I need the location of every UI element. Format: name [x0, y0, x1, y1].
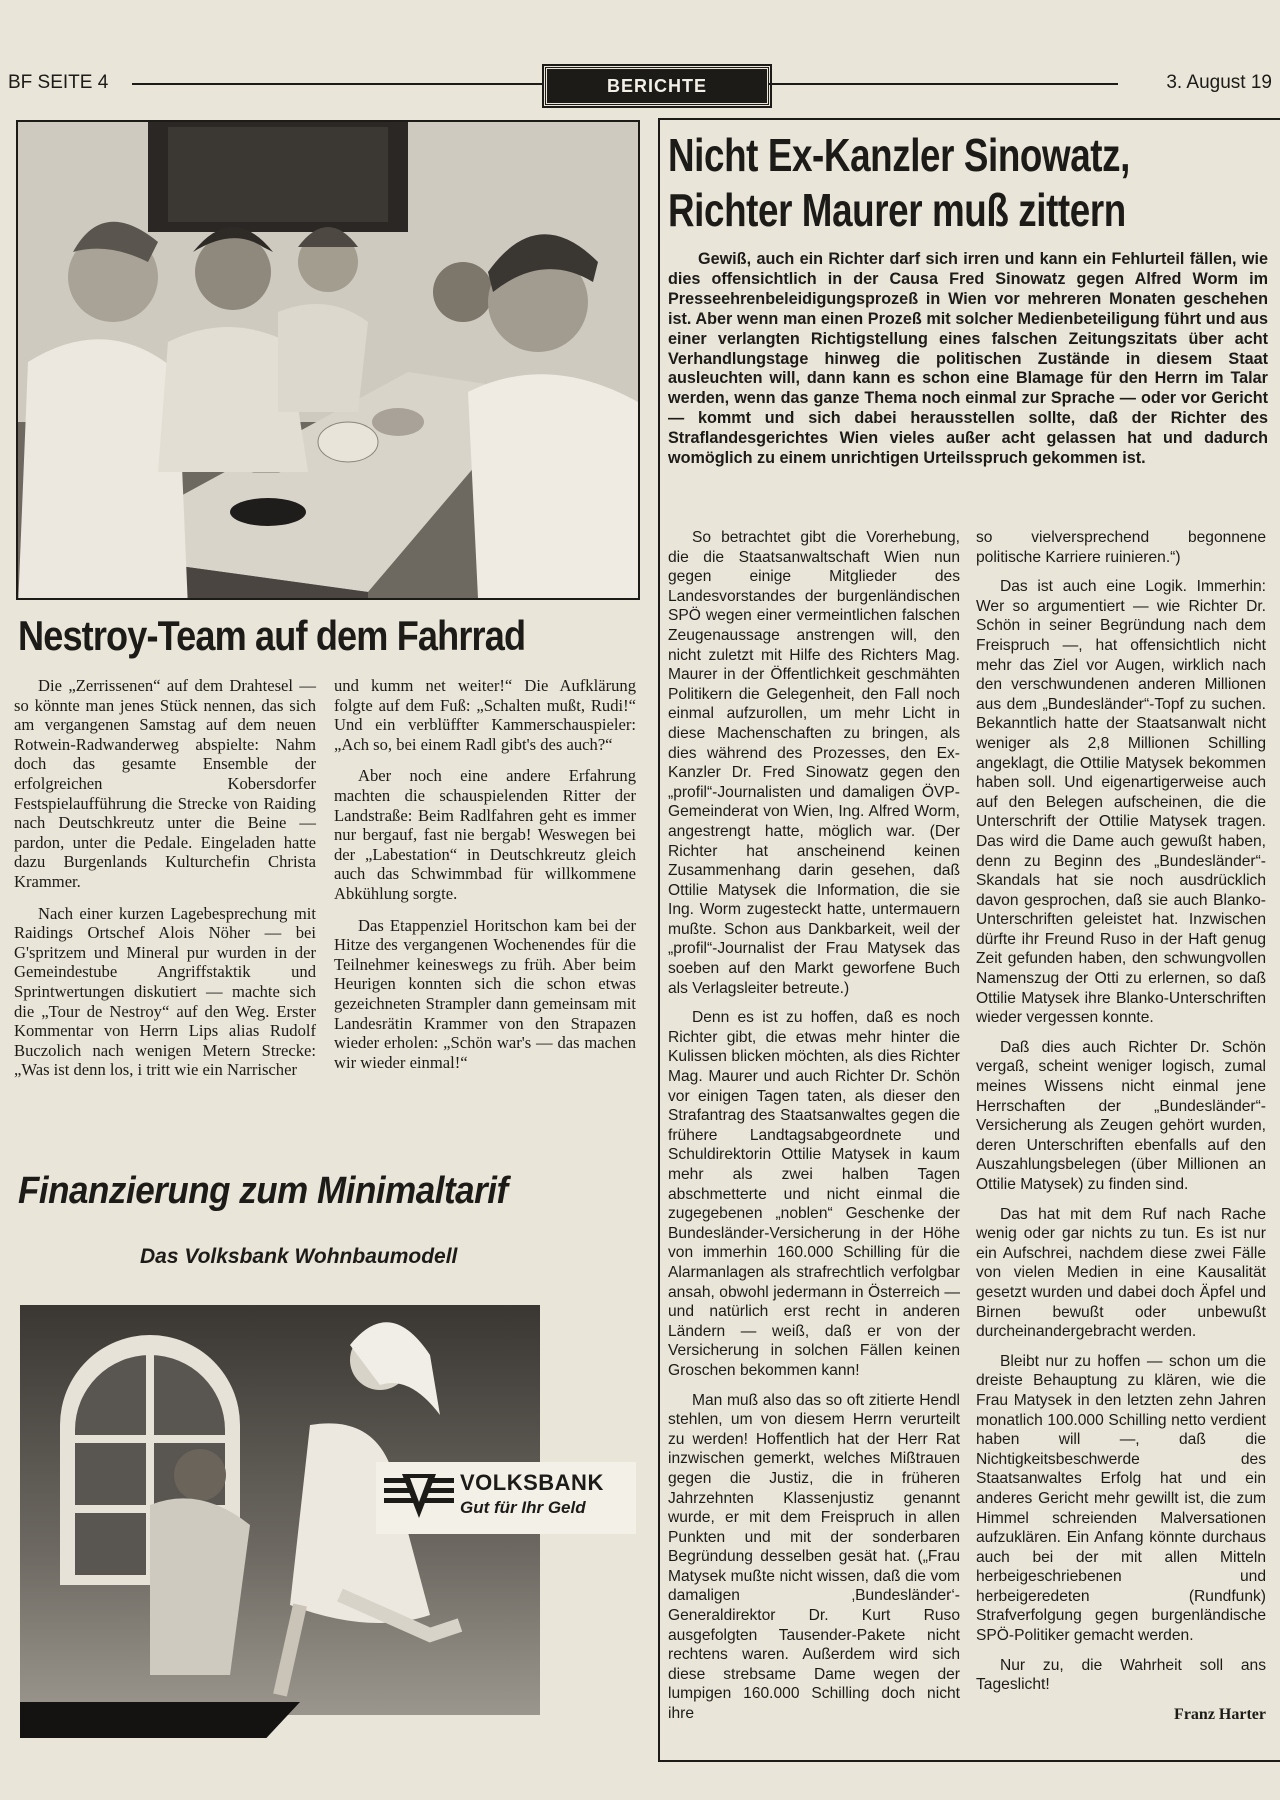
article-headline [668, 128, 1228, 238]
team-photo-image [18, 122, 638, 598]
page-number: BF SEITE 4 [8, 72, 109, 93]
nestroy-column-1 [14, 676, 316, 1092]
article-paragraph: So betrachtet gibt die Vorerhebung, die die Staatsanwaltschaft Wien nun gegen einige Mitglieder des Landesvorstandes der burgenländischen SPÖ wegen einer vermeintlichen falschen Zeugenaussage anstrengen will, den nicht zuletzt mit Hilfe des Richters Mag. Maurer in der Öffentlichkeit geschmähten Politikern die Gelegenheit, den Fall noch einmal aufzurollen, um mehr Licht in diese Machenschaften zu bringen, als dies während des Prozesses, den Ex-Kanzler Dr. Fred Sinowatz gegen den „profil“-Journalisten und damaligen ÖVP-Gemeinderat von Wien, Ing. Alfred Worm, angestrengt hatte, möglich war. (Der Richter hat anscheinend keinen Zusammenhang darin gesehen, daß Ottilie Matysek die Information, die sie Ing. Worm zugesteckt hatte, untermauern mußte. Schon aus Dankbarkeit, weil der „profil“-Journalist der Frau Matysek das soeben auf den Markt geworfene Buch als Verlagsleiter betreute.) [668, 529, 960, 997]
nestroy-paragraph: Nach einer kurzen Lagebesprechung mit Raidings Ortschef Alois Nöher — bei G'spritzem und Mineral pur wurden in der Gemeindestube Angriffstaktik und Sprintwertungen diskutiert — machte sich die „Tour de Nestroy“ auf den Weg. Erster Kommentar von Herrn Lips alias Rudolf Buczolich nach wenigen Metern Strecke: „Was ist denn los, i tritt wie ein Narrischer [14, 903, 316, 1080]
section-badge: BERICHTE [544, 66, 770, 106]
article-paragraph: Denn es ist zu hoffen, daß es noch Richter gibt, die etwas mehr hinter die Kulissen blicken möchten, als dies Richter Mag. Maurer und auch Richter Dr. Schön vor einigen Tagen taten, als dieser den Strafantrag des Staatsanwaltes gegen die frühere Landtagsabgeordnete und Schuldirektorin Ottilie Matysek in kaum mehr als zwei halben Tagen abschmetterte und nicht einmal die zugegebenen „noblen“ Geschenke der Bundesländer-Versicherung in der Höhe von immerhin 160.000 Schilling für die Alarmanlagen als strafrechtlich verfolgbar ansah, obwohl jedermann in Österreich — und natürlich erst recht in anderen Ländern — weiß, daß er von der Versicherung in solchen Fällen keinen Groschen bekommen kann! [668, 1009, 960, 1379]
volksbank-logo-box [376, 1462, 636, 1534]
volksbank-brand: VOLKSBANK [460, 1470, 604, 1495]
ad-subheadline: Das Volksbank Wohnbaumodell [140, 1245, 458, 1268]
header-rule-left [132, 83, 542, 85]
article-paragraph: Daß dies auch Richter Dr. Schön vergaß, scheint weniger logisch, zumal meines Wissens nicht einmal jene Herrschaften der „Bundesländer“-Versicherung als Zeugen gehört wurden, deren Unterschriften ebenfalls auf den Auszahlungsbelegen (über Millionen an Ottilie Matysek) zu finden sind. [976, 1038, 1266, 1193]
header-rule-right [768, 83, 1118, 85]
article-paragraph: Das ist auch eine Logik. Immerhin: Wer so argumentiert — wie Richter Dr. Schön in seiner Begründung nach dem Freispruch —, hat offensichtlich nicht mehr das Ziel vor Augen, wirklich nach den verschwundenen anderen Millionen aus dem „Bundesländer“-Topf zu suchen. Bekanntlich hatte der Staatsanwalt nicht weniger als 2,8 Millionen Schilling angeklagt, die Ottilie Matysek bekommen haben soll. Und eigenartigerweise auch auf den Belegen aufscheinen, die die Unterschrift der Ottilie Matysek tragen. Das wird die Dame auch gewußt haben, denn zu Beginn des „Bundesländer“-Skandals hat sie noch ausdrücklich davon gesprochen, daß sie auch Blanko-Unterschriften geleistet hat. Inzwischen dürfte ihr Freund Ruso in der Haft genug Zeit gefunden haben, den schwungvollen Namenszug der Otti zu erlernen, so daß Ottilie Matysek ihre Blanko-Unterschriften wieder vergessen konnte. [976, 578, 1266, 1027]
ad-headline: Finanzierung zum Minimaltarif [18, 1170, 508, 1212]
article-paragraph: Das hat mit dem Ruf nach Rache wenig oder gar nichts zu tun. Es ist nur ein Aufschrei, nachdem diese zwei Fälle von vielen Medien in eine Kausalität gesetzt wurden und dabei doch Äpfel und Birnen bewußt oder unbewußt durcheinandergebracht werden. [976, 1205, 1266, 1341]
article-lead: Gewiß, auch ein Richter darf sich irren und kann ein Fehlurteil fällen, wie dies offensichtlich in der Causa Fred Sinowatz gegen Alfred Worm im Presseehrenbeleidigungsprozeß in Wien vor mehreren Monaten geschehen ist. Aber wenn man einen Prozeß mit solcher Medienbeteiligung führt und aus einer verlangten Richtigstellung eines falschen Zeitungszitats über acht Verhandlungstage hinweg die politischen Zustände in diesem Staat ausleuchten will, dann kann es schon eine Blamage für den Herrn im Talar werden, wenn das ganze Thema noch einmal zur Sprache — oder vor Gericht — kommt und sich dabei herausstellen sollte, daß der Richter des Straflandesgerichtes Wien vieles außer acht gelassen hat und dadurch womöglich zu einem unrichtigen Urteilsspruch gekommen ist. [668, 250, 1268, 468]
nestroy-paragraph: Das Etappenziel Horitschon kam bei der Hitze des vergangenen Wochenendes für die Teilnehmer keineswegs zu früh. Aber beim Heurigen konnten sich die schon etwas gezeichneten Strampler dann gemeinsam mit Landesrätin Krammer von den Strapazen wieder erholen: „Schön war's — das machen wir wieder einmal!“ [334, 915, 636, 1072]
volksbank-logo-icon [384, 1472, 454, 1522]
nestroy-paragraph: Die „Zerrissenen“ auf dem Drahtesel — so könnte man jenes Stück nennen, das sich am vergangenen Samstag auf dem neuen Rotwein-Radwanderweg abspielte: Nahm doch das gesamte Ensemble der erfolgreichen Kobersdorfer Festspielaufführung die Strecke von Raiding nach Deutschkreutz unter die Beine — pardon, unter die Pedale. Eingeladen hatte dazu Burgenlands Kulturchefin Christa Krammer. [14, 676, 316, 891]
article-column-2 [976, 528, 1266, 1724]
article-paragraph: Bleibt nur zu hoffen — schon um die dreiste Behauptung zu klären, wie die Frau Matysek in den letzten zehn Jahren monatlich 100.000 Schilling netto verdient haben will —, daß die Nichtigkeitsbeschwerde des Staatsanwaltes Erfolg hat und ein anderes Gericht mehr gewillt ist, die zum Himmel schreienden Malversationen aufzuklären. Ein Anfang könnte durchaus auch bei der mit allen Mitteln herbeigeschriebenen und herbeigeredeten (Rundfunk) Strafverfolgung gegen burgenländische SPÖ-Politiker gemacht werden. [976, 1352, 1266, 1645]
article-headline-line-2: Richter Maurer muß zittern [668, 184, 1126, 236]
article-column-1 [668, 528, 960, 1734]
nestroy-column-2 [334, 676, 636, 1084]
nestroy-paragraph: Aber noch eine andere Erfahrung machten die schauspielenden Ritter der Landstraße: Beim Radlfahren geht es immer nur bergauf, fast nie bergab! Weswegen bei der „Labestation“ in Deutschkreutz gleich auch das Schwimmbad für willkommene Abkühlung sorgte. [334, 766, 636, 903]
article-paragraph: Man muß also das so oft zitierte Hendl stehlen, um von diesem Herrn verurteilt zu werden! Hoffentlich hat der Herr Rat inzwischen gemerkt, welches Mißtrauen gegen die Justiz, die in früheren Jahrzehnten Klassenjustiz genannt wurde, er mit dem Freispruch in allen Punkten und mit der sonderbaren Begründung desselben gesät hat. („Frau Matysek mußte nicht wissen, daß die vom damaligen ‚Bundesländer‘-Generaldirektor Dr. Kurt Ruso ausgefolgten Tausender-Pakete nicht rechtens waren. Außerdem wird sich diese strebsame Dame wegen der lumpigen 160.000 Schilling doch nicht ihre [668, 1391, 960, 1723]
team-photo [16, 120, 640, 600]
issue-date: 3. August 19 [1166, 72, 1272, 93]
article-headline-line-1: Nicht Ex-Kanzler Sinowatz, [668, 129, 1130, 181]
ad-black-bar [20, 1702, 300, 1738]
nestroy-paragraph: und kumm net weiter!“ Die Aufklärung folgte auf dem Fuß: „Schalten mußt, Rudi!“ Und ein verblüffter Kammerschauspieler: „Ach so, bei einem Radl gibt's des auch?“ [334, 676, 636, 754]
article-paragraph: so vielversprechend begonnene politische Karriere ruinieren.“) [976, 529, 1266, 566]
article-author: Franz Harter [1174, 1705, 1266, 1723]
article-paragraph: Nur zu, die Wahrheit soll ans Tageslicht! [976, 1656, 1266, 1694]
nestroy-headline: Nestroy-Team auf dem Fahrrad [18, 612, 526, 659]
volksbank-slogan: Gut für Ihr Geld [460, 1498, 586, 1517]
